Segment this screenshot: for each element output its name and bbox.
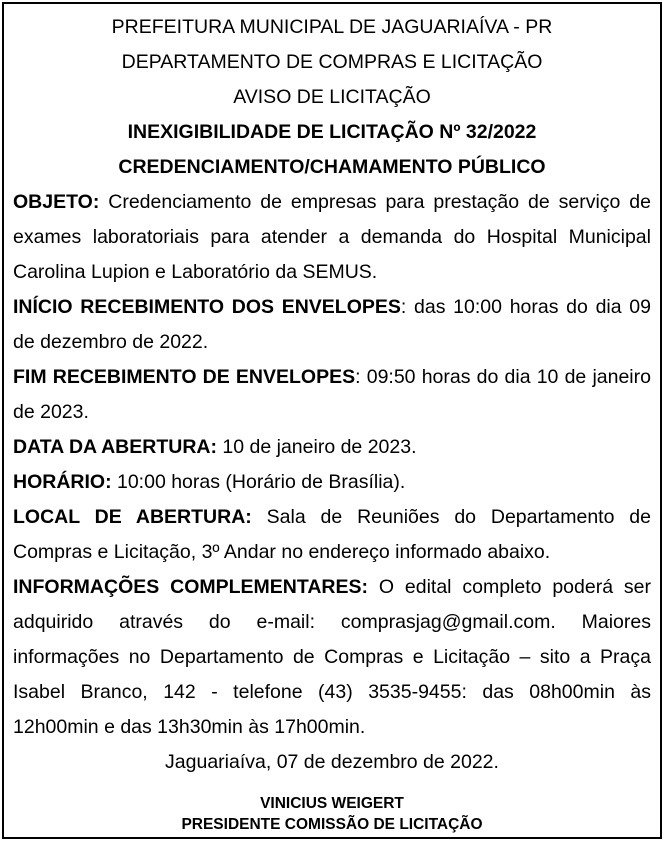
paragraph-label: HORÁRIO: bbox=[13, 471, 112, 493]
paragraph-informacoes-complementares bbox=[13, 570, 651, 745]
paragraph-text: 10:00 horas (Horário de Brasília). bbox=[111, 471, 406, 493]
licitacao-notice-document bbox=[13, 10, 651, 835]
paragraph-local-abertura bbox=[13, 500, 651, 570]
paragraph-data-abertura bbox=[13, 430, 651, 465]
paragraph-text: 10 de janeiro de 2023. bbox=[217, 436, 417, 458]
paragraph-text: Sala de Reuniões do Departamento de Compras e Licitação, 3º Andar no endereço informado abaixo. bbox=[13, 506, 651, 563]
paragraph-label: FIM RECEBIMENTO DE ENVELOPES bbox=[13, 366, 356, 388]
notice-sheet-border bbox=[2, 2, 662, 839]
header-department: DEPARTAMENTO DE COMPRAS E LICITAÇÃO bbox=[121, 51, 543, 73]
paragraph-text: : 09:50 horas do dia 10 de janeiro de 2023. bbox=[13, 366, 651, 423]
signature-name: VINICIUS WEIGERT bbox=[260, 795, 404, 812]
paragraph-label: DATA DA ABERTURA: bbox=[13, 436, 217, 458]
date-place-line: Jaguariaíva, 07 de dezembro de 2022. bbox=[165, 751, 499, 773]
paragraph-objeto bbox=[13, 185, 651, 290]
signature-block bbox=[13, 793, 651, 835]
notice-header bbox=[13, 10, 651, 185]
signature-title: PRESIDENTE COMISSÃO DE LICITAÇÃO bbox=[181, 816, 483, 833]
paragraph-text: Credenciamento de empresas para prestação de serviço de exames laboratoriais para atender a demanda do Hospital Municipal Carolina Lupion e Laboratório da SEMUS. bbox=[13, 191, 651, 283]
header-process-number: INEXIGIBILIDADE DE LICITAÇÃO Nº 32/2022 bbox=[127, 121, 537, 143]
paragraph-fim-recebimento bbox=[13, 360, 651, 430]
notice-body bbox=[13, 185, 651, 780]
paragraph-label: INÍCIO RECEBIMENTO DOS ENVELOPES bbox=[13, 296, 401, 318]
header-notice-type: AVISO DE LICITAÇÃO bbox=[233, 86, 431, 108]
paragraph-label: INFORMAÇÕES COMPLEMENTARES: bbox=[13, 576, 368, 598]
paragraph-label: OBJETO: bbox=[13, 191, 100, 213]
paragraph-inicio-recebimento bbox=[13, 290, 651, 360]
paragraph-horario bbox=[13, 465, 651, 500]
header-modality: CREDENCIAMENTO/CHAMAMENTO PÚBLICO bbox=[118, 156, 546, 178]
paragraph-label: LOCAL DE ABERTURA: bbox=[13, 506, 252, 528]
paragraph-text: O edital completo poderá ser adquirido através do e-mail: comprasjag@gmail.com. Maiores informações no Departamento de Compras e Licitação – sito a Praça Isabel Branco, 142 - telefone (43) 3535-9455: das 08h00min às 12h00min e das 13h30min às 17h00min. bbox=[13, 576, 651, 738]
paragraph-text: : das 10:00 horas do dia 09 de dezembro de 2022. bbox=[13, 296, 651, 353]
header-municipality: PREFEITURA MUNICIPAL DE JAGUARIAÍVA - PR bbox=[111, 16, 553, 38]
